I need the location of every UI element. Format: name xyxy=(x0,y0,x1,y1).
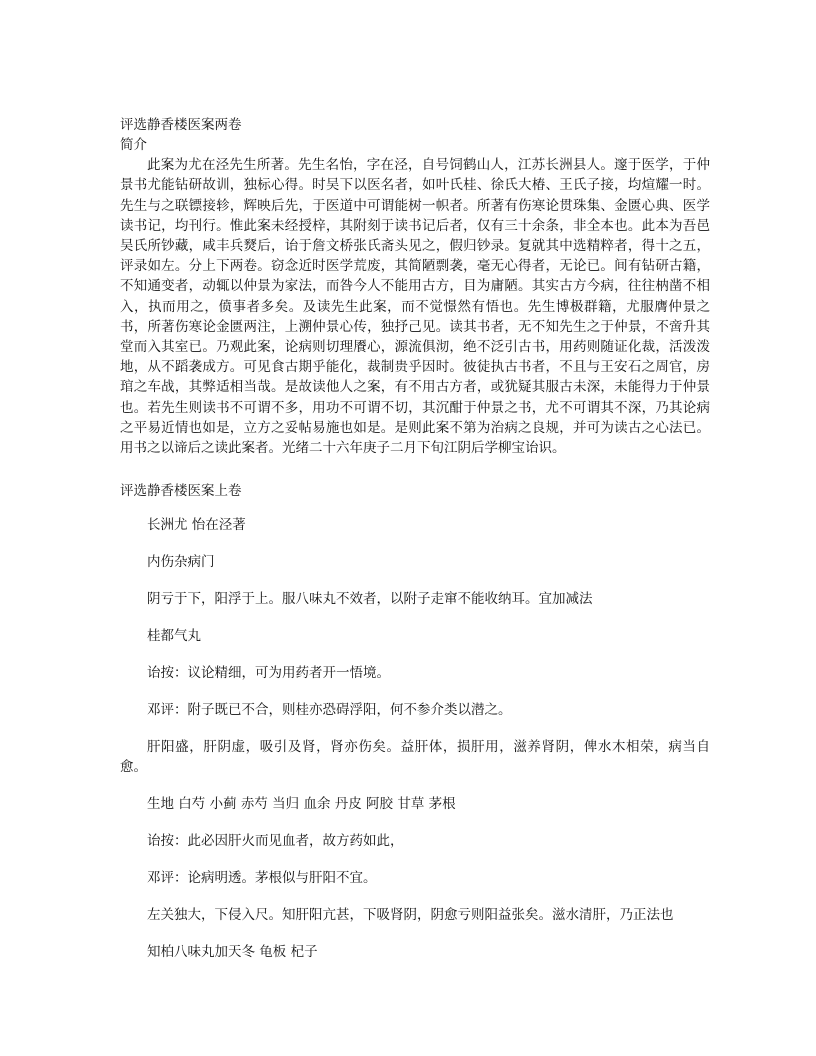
commentary-yi: 诒按：议论精细，可为用药者开一悟境。 xyxy=(147,665,390,682)
commentary-deng: 邓评：附子既已不合，则桂亦恐碍浮阳，何不参介类以潜之。 xyxy=(147,702,512,719)
prescription: 知柏八味丸加天冬 龟板 杞子 xyxy=(147,944,318,961)
case-description: 左关独大，下侵入尺。知肝阳亢甚，下吸肾阴，阴愈亏则阳益张矣。滋水清肝，乃正法也 xyxy=(147,907,674,924)
intro-paragraph: 此案为尤在泾先生所著。先生名怡，字在泾，自号饲鹤山人，江苏长洲县人。邃于医学，于仲景书尤能钻研故训，独标心得。时吴下以医名者，如叶氏桂、徐氏大椿、王氏子接，均煊耀一时。先生与之联镖接轸，辉映后先，于医道中可谓能树一帜者。所著有伤寒论贯珠集、金匮心典、医学读书记，均刊行。惟此案未经授梓，其附刻于读书记后者，仅有三十余条，非全本也。此本为吾邑吴氏所钞藏，咸丰兵燹后，诒于詹文桥张氏斋头见之，假归钞录。复就其中选精粹者，得十之五，评录如左。分上下两卷。窃念近时医学荒废，其简陋剽袭，毫无心得者，无论已。间有钻研古籍，不知通变者，动辄以仲景为家法，而咎今人不能用古方，目为庸陋。其实古方今病，往往枘凿不相入，执而用之，偾事者多矣。及读先生此案，而不觉憬然有悟也。先生博极群籍，尤服膺仲景之书，所著伤寒论金匮两注，上溯仲景心传，独抒己见。读其书者，无不知先生之于仲景，不啻升其堂而入其室已。乃观此案，论病则切理餍心，源流俱沏，绝不泛引古书，用药则随证化裁，活泼泼地，从不蹈袭成方。可见食古期乎能化，裁制贵乎因时。彼徒执古书者，不且与王安石之周官，房琯之车战，其弊适相当哉。是故读他人之案，有不用古方者，或犹疑其服古未深，未能得力于仲景也。若先生则读书不可谓不多，用功不可谓不切，其沉酣于仲景之书，尤不可谓其不深，乃其论病之平易近情也如是，立方之妥帖易施也如是。是则此案不第为治病之良规，并可为读古之心法已。用书之以谛后之读此案者。光绪二十六年庚子二月下旬江阴后学柳宝诒识。 xyxy=(120,157,710,457)
case-description: 阴亏于下，阳浮于上。服八味丸不效者，以附子走窜不能收纳耳。宜加减法 xyxy=(147,591,593,608)
case-entries xyxy=(120,515,710,962)
commentary-yi: 诒按：此必因肝火而见血者，故方药如此， xyxy=(147,833,404,850)
prescription: 生地 白芍 小蓟 赤芍 当归 血余 丹皮 阿胶 甘草 茅根 xyxy=(147,796,456,813)
document-page xyxy=(120,116,710,979)
commentary-deng: 邓评：论病明透。茅根似与肝阳不宜。 xyxy=(147,870,377,887)
category-heading: 内伤杂病门 xyxy=(147,554,215,571)
prescription: 桂都气丸 xyxy=(147,628,201,645)
volume-title: 评选静香楼医案上卷 xyxy=(120,483,242,500)
intro-heading: 简介 xyxy=(120,136,147,153)
document-title: 评选静香楼医案两卷 xyxy=(120,117,242,133)
case-description: 肝阳盛，肝阴虚，吸引及肾，肾亦伤矣。益肝体，损肝用，滋养肾阴，俾水木相荣，病当自愈。 xyxy=(120,739,710,776)
author-line: 长洲尤 怡在泾著 xyxy=(147,517,246,534)
